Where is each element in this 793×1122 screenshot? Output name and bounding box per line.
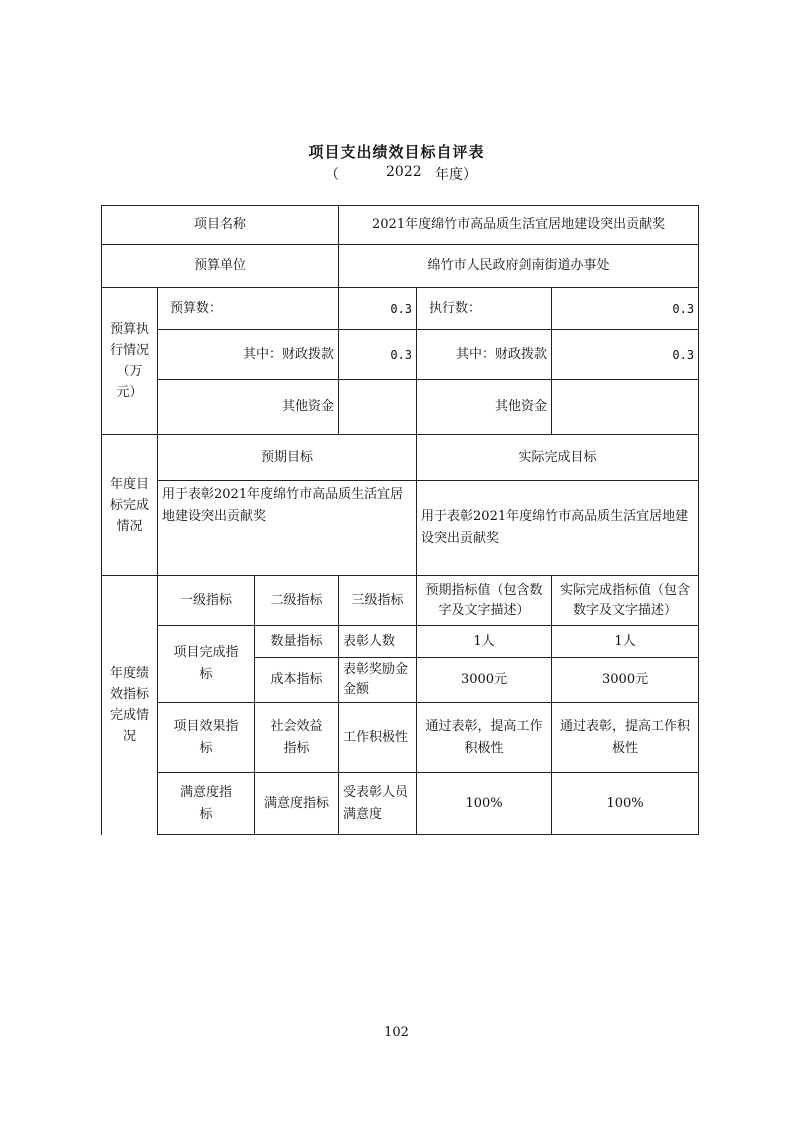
annual-goal-label: 年度目标完成情况 — [102, 435, 158, 576]
year-open-paren: （ — [325, 167, 339, 183]
annual-header-row — [102, 435, 699, 481]
self-evaluation-table — [101, 205, 699, 835]
fiscal-budget-value: 0.3 — [339, 330, 417, 380]
perf-level2: 社会效益指标 — [255, 703, 339, 773]
perf-level1-completion: 项目完成指标 — [158, 626, 255, 703]
budget-exec-label: 预算执行情况（万元） — [102, 288, 158, 435]
perf-expected-value: 通过表彰，提高工作积极性 — [417, 703, 552, 773]
perf-actual-value: 通过表彰，提高工作积极性 — [552, 703, 699, 773]
annual-content-row — [102, 481, 699, 576]
perf-header-level3: 三级指标 — [339, 576, 417, 626]
budget-amount-value: 0.3 — [339, 288, 417, 330]
perf-level3: 表彰人数 — [339, 626, 417, 658]
perf-expected-value: 3000元 — [417, 658, 552, 703]
perf-actual-value: 3000元 — [552, 658, 699, 703]
project-name-value: 2021年度绵竹市高品质生活宜居地建设突出贡献奖 — [339, 206, 699, 245]
perf-level2: 成本指标 — [255, 658, 339, 703]
budget-unit-label: 预算单位 — [102, 245, 339, 288]
project-name-label: 项目名称 — [102, 206, 339, 245]
perf-row-satisfaction — [102, 773, 699, 835]
perf-level3: 工作积极性 — [339, 703, 417, 773]
perf-header-expected: 预期指标值（包含数字及文字描述） — [417, 576, 552, 626]
actual-goal-text: 用于表彰2021年度绵竹市高品质生活宜居地建设突出贡献奖 — [417, 481, 699, 576]
perf-expected-value: 1人 — [417, 626, 552, 658]
perf-level2: 满意度指标 — [255, 773, 339, 835]
page-number: 102 — [384, 1025, 409, 1040]
other-budget-value — [339, 380, 417, 435]
budget-row-fiscal — [102, 330, 699, 380]
perf-header-row — [102, 576, 699, 626]
perf-actual-value: 100% — [552, 773, 699, 835]
other-budget-label: 其他资金 — [158, 380, 339, 435]
perf-level3: 受表彰人员满意度 — [339, 773, 417, 835]
exec-amount-label: 执行数： — [417, 288, 552, 330]
actual-goal-header: 实际完成目标 — [417, 435, 699, 481]
perf-header-level1: 一级指标 — [158, 576, 255, 626]
expected-goal-text: 用于表彰2021年度绵竹市高品质生活宜居地建设突出贡献奖 — [158, 481, 417, 576]
perf-level1-effect: 项目效果指标 — [158, 703, 255, 773]
fiscal-exec-value: 0.3 — [552, 330, 699, 380]
budget-amount-label: 预算数： — [158, 288, 339, 330]
other-exec-value — [552, 380, 699, 435]
budget-unit-row — [102, 245, 699, 288]
perf-level3: 表彰奖励金金额 — [339, 658, 417, 703]
year-suffix: 年度） — [435, 167, 477, 183]
perf-level2: 数量指标 — [255, 626, 339, 658]
fiscal-budget-label: 其中：财政拨款 — [158, 330, 339, 380]
perf-label: 年度绩效指标完成情况 — [102, 576, 158, 835]
fiscal-exec-label: 其中：财政拨款 — [417, 330, 552, 380]
exec-amount-value: 0.3 — [552, 288, 699, 330]
perf-expected-value: 100% — [417, 773, 552, 835]
perf-row-social — [102, 703, 699, 773]
project-name-row — [102, 206, 699, 245]
budget-row-total — [102, 288, 699, 330]
expected-goal-header: 预期目标 — [158, 435, 417, 481]
perf-header-level2: 二级指标 — [255, 576, 339, 626]
budget-unit-value: 绵竹市人民政府剑南街道办事处 — [339, 245, 699, 288]
perf-level1-satisfaction: 满意度指标 — [158, 773, 255, 835]
year-value: 2022 — [386, 164, 422, 180]
other-exec-label: 其他资金 — [417, 380, 552, 435]
perf-row-quantity — [102, 626, 699, 658]
perf-actual-value: 1人 — [552, 626, 699, 658]
budget-row-other — [102, 380, 699, 435]
perf-header-actual: 实际完成指标值（包含数字及文字描述） — [552, 576, 699, 626]
page-title: 项目支出绩效目标自评表 — [308, 143, 485, 161]
